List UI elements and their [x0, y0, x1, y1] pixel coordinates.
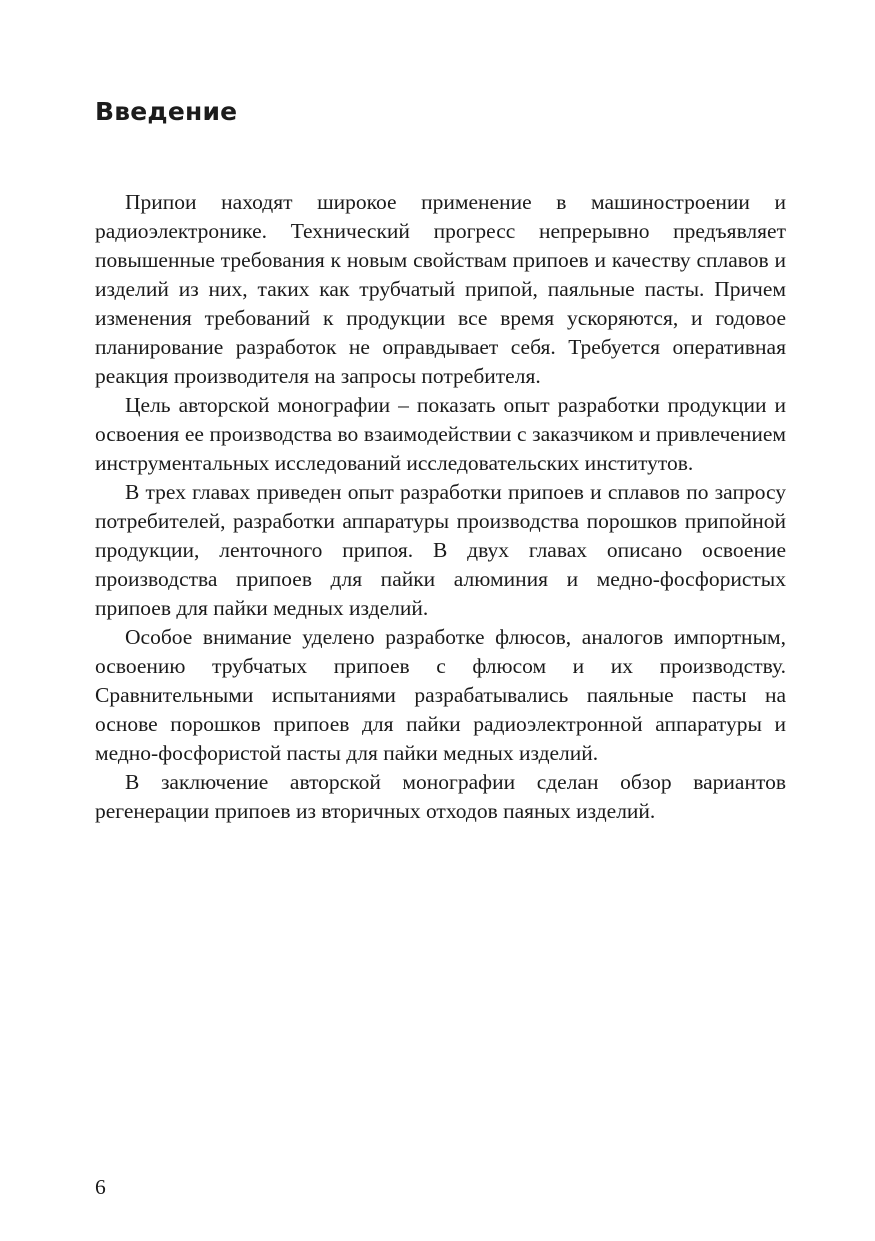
page-number: 6 [95, 1175, 106, 1199]
paragraph-4: Особое внимание уделено разработке флюсов, аналогов импортным, освоению трубчатых припоев с флюсом и их производству. Сравнительными испытаниями разрабатывались паяльные пасты на основе порошков припоев для пайки радиоэлектронной аппаратуры и медно-фосфористой пасты для пайки медных изделий. [95, 625, 786, 765]
body-text [95, 188, 786, 826]
paragraph-1: Припои находят широкое применение в машиностроении и радиоэлектронике. Технический прогресс непрерывно предъявляет повышенные требования к новым свойствам припоев и качеству сплавов и изделий из них, таких как трубчатый припой, паяльные пасты. Причем изменения требований к продукции все время ускоряются, и годовое планирование разработок не оправдывает себя. Требуется оперативная реакция производителя на запросы потребителя. [95, 190, 786, 388]
page-title: Введение [95, 97, 238, 126]
paragraph-3: В трех главах приведен опыт разработки припоев и сплавов по запросу потребителей, разработки аппаратуры производства порошков припойной продукции, ленточного припоя. В двух главах описано освоение производства припоев для пайки алюминия и медно-фосфористых припоев для пайки медных изделий. [95, 480, 786, 620]
paragraph-2: Цель авторской монографии – показать опыт разработки продукции и освоения ее производства во взаимодействии с заказчиком и привлечением инструментальных исследований исследовательских институтов. [95, 393, 786, 475]
paragraph-5: В заключение авторской монографии сделан обзор вариантов регенерации припоев из вторичных отходов паяных изделий. [95, 770, 786, 823]
